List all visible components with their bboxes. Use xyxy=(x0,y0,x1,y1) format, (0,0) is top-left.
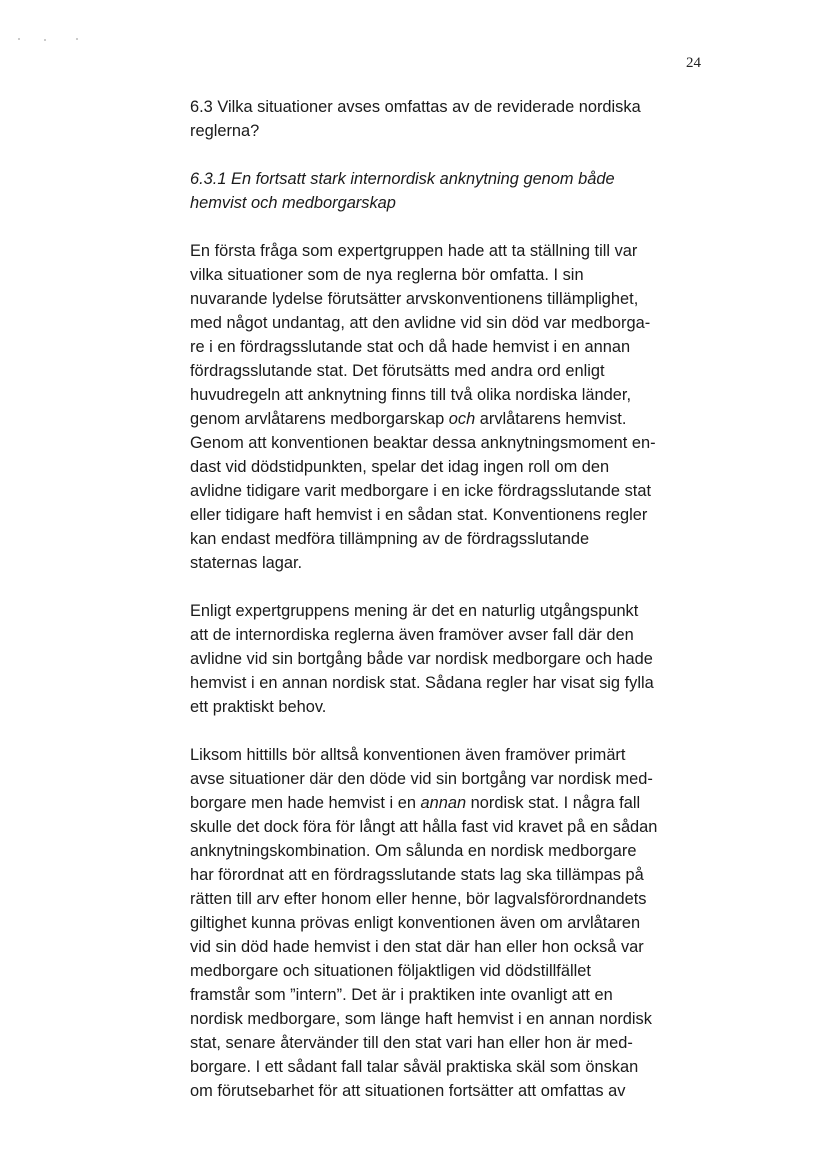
text-segment: genom arvlåtarens medborgarskap xyxy=(190,410,445,428)
text-line: vilka situationer som de nya reglerna bör omfatta. I sin xyxy=(190,266,584,284)
subsection-heading xyxy=(190,167,710,215)
text-line: dast vid dödstidpunkten, spelar det idag ingen roll om den xyxy=(190,458,610,476)
text-line: med något undantag, att den avlidne vid sin död var medborga- xyxy=(190,314,651,332)
text-segment: borgare men hade hemvist i en xyxy=(190,794,416,812)
scan-artifact xyxy=(76,38,78,40)
text-line: rätten till arv efter honom eller henne, bör lagvalsförordnandets xyxy=(190,890,647,908)
emphasis-och: och xyxy=(448,410,476,428)
text-line xyxy=(190,407,710,431)
text-line: anknytningskombination. Om sålunda en nordisk medborgare xyxy=(190,842,637,860)
text-line: om förutsebarhet för att situationen fortsätter att omfattas av xyxy=(190,1082,626,1100)
text-line xyxy=(190,791,710,815)
text-line: staternas lagar. xyxy=(190,554,303,572)
heading-line: reglerna? xyxy=(190,122,260,140)
paragraph-3 xyxy=(190,743,710,1103)
text-segment: nordisk stat. I några fall xyxy=(466,794,641,812)
text-line: avlidne tidigare varit medborgare i en icke fördragsslutande stat xyxy=(190,482,652,500)
heading-line: 6.3 Vilka situationer avses omfattas av de reviderade nordiska xyxy=(190,98,641,116)
text-line: Liksom hittills bör alltså konventionen även framöver primärt xyxy=(190,746,626,764)
text-line: har förordnat att en fördragsslutande stats lag ska tillämpas på xyxy=(190,866,644,884)
text-line: En första fråga som expertgruppen hade att ta ställning till var xyxy=(190,242,638,260)
page-number: 24 xyxy=(686,55,701,71)
text-line: kan endast medföra tillämpning av de fördragsslutande xyxy=(190,530,590,548)
text-segment: arvlåtarens hemvist. xyxy=(475,410,627,428)
text-line: ett praktiskt behov. xyxy=(190,698,327,716)
paragraph-2 xyxy=(190,599,710,719)
subheading-line: 6.3.1 En fortsatt stark internordisk anknytning genom både xyxy=(190,170,615,188)
text-line: fördragsslutande stat. Det förutsätts med andra ord enligt xyxy=(190,362,605,380)
paragraph-1 xyxy=(190,239,710,575)
text-line: medborgare och situationen följaktligen vid dödstillfället xyxy=(190,962,591,980)
text-line: eller tidigare haft hemvist i en sådan stat. Konventionens regler xyxy=(190,506,648,524)
emphasis-annan: annan xyxy=(420,794,467,812)
scan-artifact xyxy=(18,38,20,40)
document-body xyxy=(190,95,710,1127)
text-line: framstår som ”intern”. Det är i praktiken inte ovanligt att en xyxy=(190,986,613,1004)
subheading-line: hemvist och medborgarskap xyxy=(190,194,396,212)
text-line: borgare. I ett sådant fall talar såväl praktiska skäl som önskan xyxy=(190,1058,639,1076)
text-line: att de internordiska reglerna även framöver avser fall där den xyxy=(190,626,634,644)
text-line: nordisk medborgare, som länge haft hemvist i en annan nordisk xyxy=(190,1010,652,1028)
text-line: Genom att konventionen beaktar dessa anknytningsmoment en- xyxy=(190,434,656,452)
text-line: giltighet kunna prövas enligt konventionen även om arvlåtaren xyxy=(190,914,641,932)
text-line: avse situationer där den döde vid sin bortgång var nordisk med- xyxy=(190,770,653,788)
text-line: vid sin död hade hemvist i den stat där han eller hon också var xyxy=(190,938,644,956)
text-line: re i en fördragsslutande stat och då hade hemvist i en annan xyxy=(190,338,631,356)
text-line: huvudregeln att anknytning finns till två olika nordiska länder, xyxy=(190,386,631,404)
scan-artifact xyxy=(44,39,46,41)
text-line: skulle det dock föra för långt att hålla fast vid kravet på en sådan xyxy=(190,818,658,836)
section-heading xyxy=(190,95,710,143)
text-line: Enligt expertgruppens mening är det en naturlig utgångspunkt xyxy=(190,602,639,620)
text-line: hemvist i en annan nordisk stat. Sådana regler har visat sig fylla xyxy=(190,674,654,692)
text-line: avlidne vid sin bortgång både var nordisk medborgare och hade xyxy=(190,650,653,668)
text-line: nuvarande lydelse förutsätter arvskonventionens tillämplighet, xyxy=(190,290,639,308)
text-line: stat, senare återvänder till den stat vari han eller hon är med- xyxy=(190,1034,633,1052)
